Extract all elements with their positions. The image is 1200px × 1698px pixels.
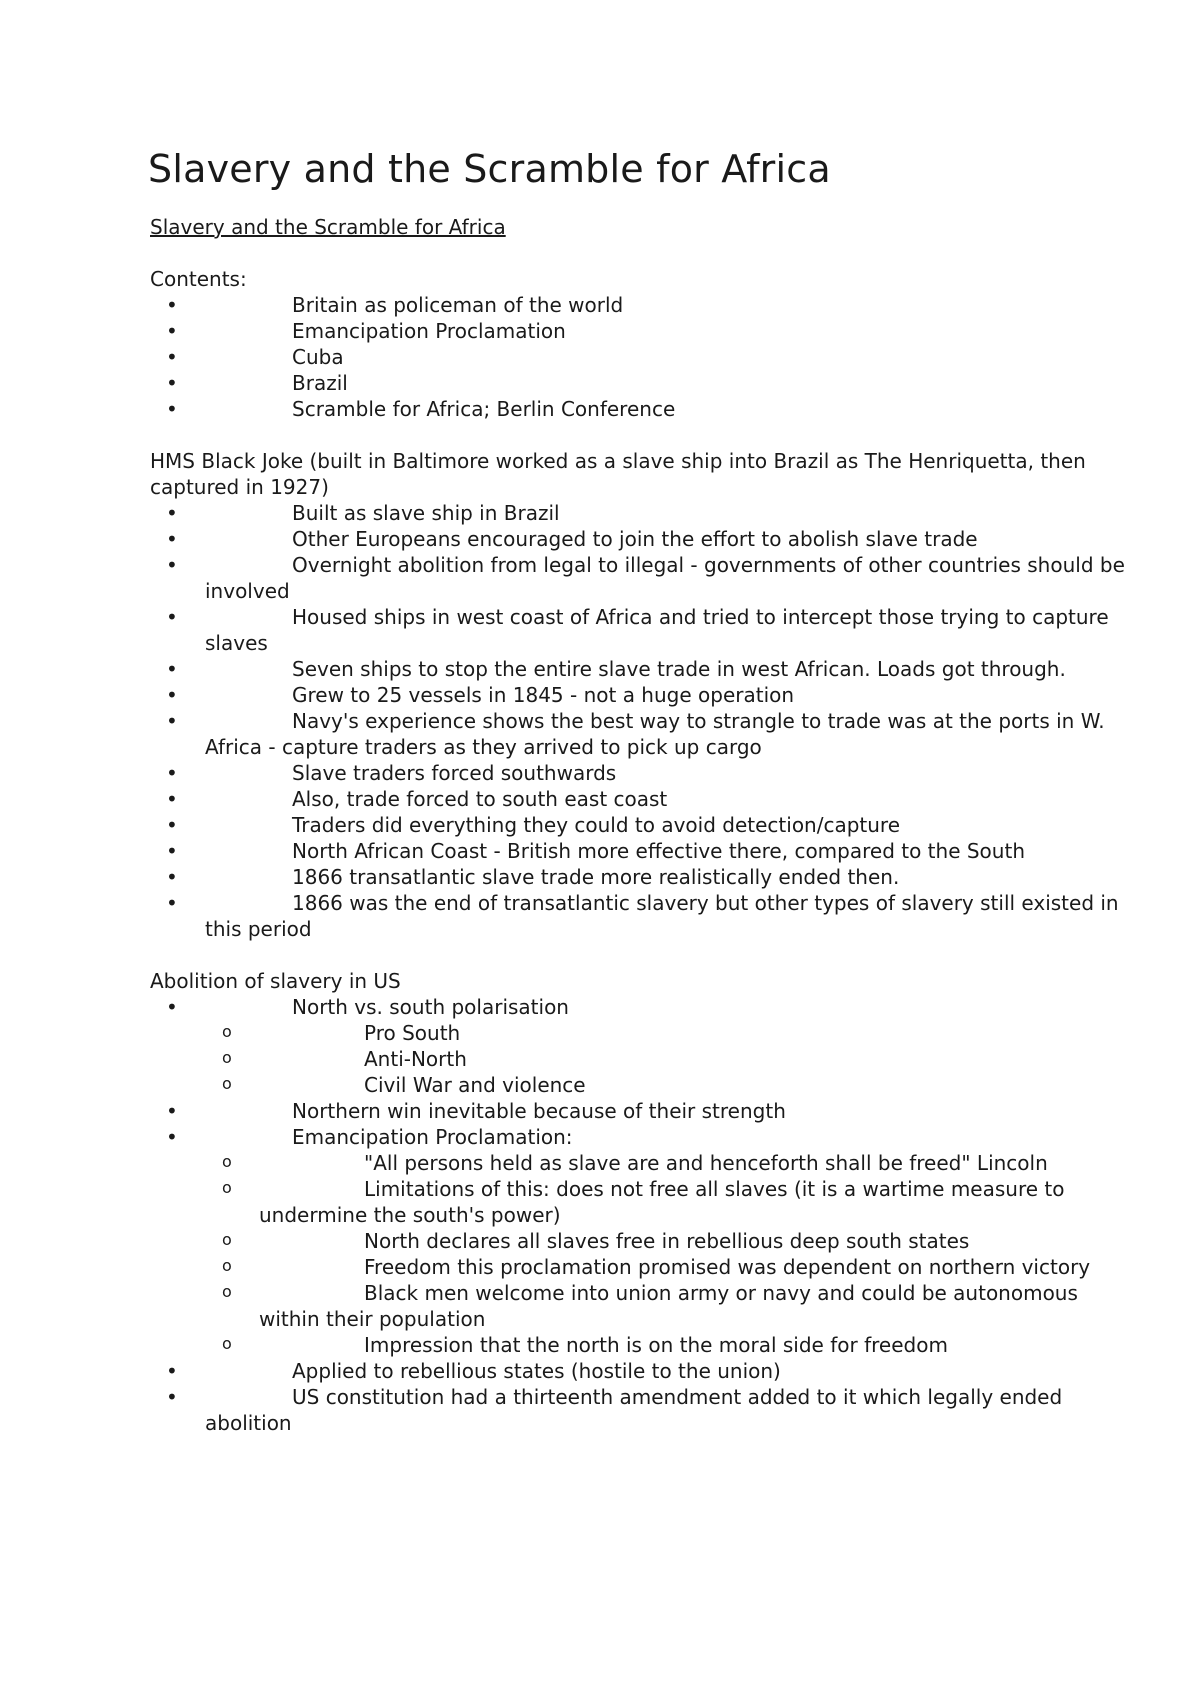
bullet-icon: • xyxy=(166,891,178,915)
sub-bullet-icon: o xyxy=(222,1334,232,1353)
abolition-us-list-cont xyxy=(148,1098,1140,1150)
sub-bullet-icon: o xyxy=(222,1022,232,1041)
list-item-text: Freedom this proclamation promised was dependent on northern victory xyxy=(364,1255,1091,1279)
abolition-us-heading: Abolition of slavery in US xyxy=(150,969,401,993)
sub-list-item xyxy=(148,1072,1140,1098)
list-item xyxy=(148,994,1140,1020)
list-item xyxy=(148,864,1140,890)
sub-bullet-icon: o xyxy=(222,1152,232,1171)
sub-bullet-icon: o xyxy=(222,1230,232,1249)
list-item-text: Built as slave ship in Brazil xyxy=(292,501,560,525)
list-item-text: Seven ships to stop the entire slave trade in west African. Loads got through. xyxy=(292,657,1066,681)
list-item-text: Overnight abolition from legal to illegal - governments of other countries should be involved xyxy=(205,553,1125,603)
list-item-text: 1866 was the end of transatlantic slavery but other types of slavery still existed in this period xyxy=(205,891,1119,941)
bullet-icon: • xyxy=(166,397,178,421)
contents-list xyxy=(148,292,1140,422)
bullet-icon: • xyxy=(166,605,178,629)
bullet-icon: • xyxy=(166,683,178,707)
abolition-us-list-end xyxy=(148,1358,1140,1436)
list-item-text: Slave traders forced southwards xyxy=(292,761,617,785)
bullet-icon: • xyxy=(166,1385,178,1409)
list-item-text: North vs. south polarisation xyxy=(292,995,569,1019)
document-subtitle: Slavery and the Scramble for Africa xyxy=(150,215,506,239)
list-item xyxy=(148,500,1140,526)
bullet-icon: • xyxy=(166,1125,178,1149)
bullet-icon: • xyxy=(166,501,178,525)
emancipation-sublist xyxy=(148,1150,1140,1358)
document-title: Slavery and the Scramble for Africa xyxy=(148,147,831,191)
list-item-text: Housed ships in west coast of Africa and tried to intercept those trying to capture slaves xyxy=(205,605,1109,655)
list-item xyxy=(148,786,1140,812)
bullet-icon: • xyxy=(166,319,178,343)
list-item xyxy=(148,656,1140,682)
sub-list-item xyxy=(148,1020,1140,1046)
bullet-icon: • xyxy=(166,813,178,837)
sub-list-item xyxy=(148,1150,1140,1176)
list-item xyxy=(148,552,1140,604)
list-item xyxy=(148,1098,1140,1124)
list-item-text: Traders did everything they could to avoid detection/capture xyxy=(292,813,901,837)
list-item xyxy=(148,370,1140,396)
list-item xyxy=(148,812,1140,838)
list-item xyxy=(148,1384,1140,1436)
bullet-icon: • xyxy=(166,1099,178,1123)
spacer xyxy=(148,422,1140,448)
contents-heading: Contents: xyxy=(150,267,247,291)
list-item xyxy=(148,708,1140,760)
sub-bullet-icon: o xyxy=(222,1074,232,1093)
sub-list-item xyxy=(148,1228,1140,1254)
list-item-text: Other Europeans encouraged to join the effort to abolish slave trade xyxy=(292,527,978,551)
list-item-text: Also, trade forced to south east coast xyxy=(292,787,668,811)
list-item-text: Emancipation Proclamation: xyxy=(292,1125,573,1149)
list-item-text: Impression that the north is on the moral side for freedom xyxy=(364,1333,948,1357)
list-item-text: Britain as policeman of the world xyxy=(292,293,624,317)
list-item-text: Black men welcome into union army or navy and could be autonomous within their population xyxy=(259,1281,1078,1331)
list-item xyxy=(148,318,1140,344)
list-item-text: US constitution had a thirteenth amendment added to it which legally ended abolition xyxy=(205,1385,1063,1435)
list-item xyxy=(148,604,1140,656)
list-item xyxy=(148,344,1140,370)
list-item-text: Brazil xyxy=(292,371,348,395)
sub-bullet-icon: o xyxy=(222,1048,232,1067)
bullet-icon: • xyxy=(166,657,178,681)
bullet-icon: • xyxy=(166,371,178,395)
sub-list-item xyxy=(148,1046,1140,1072)
list-item xyxy=(148,760,1140,786)
sub-bullet-icon: o xyxy=(222,1282,232,1301)
sub-list-item xyxy=(148,1176,1140,1228)
sub-bullet-icon: o xyxy=(222,1178,232,1197)
list-item-text: Navy's experience shows the best way to strangle to trade was at the ports in W. Africa - capture traders as they arrived to pick up cargo xyxy=(205,709,1105,759)
list-item-text: Pro South xyxy=(364,1021,461,1045)
bullet-icon: • xyxy=(166,787,178,811)
list-item-text: North African Coast - British more effective there, compared to the South xyxy=(292,839,1025,863)
list-item-text: Northern win inevitable because of their strength xyxy=(292,1099,786,1123)
bullet-icon: • xyxy=(166,1359,178,1383)
list-item xyxy=(148,292,1140,318)
list-item xyxy=(148,838,1140,864)
bullet-icon: • xyxy=(166,293,178,317)
list-item-text: Scramble for Africa; Berlin Conference xyxy=(292,397,676,421)
list-item xyxy=(148,682,1140,708)
list-item-text: Applied to rebellious states (hostile to the union) xyxy=(292,1359,781,1383)
bullet-icon: • xyxy=(166,527,178,551)
sub-list-item xyxy=(148,1332,1140,1358)
list-item xyxy=(148,396,1140,422)
list-item-text: Grew to 25 vessels in 1845 - not a huge operation xyxy=(292,683,795,707)
polarisation-sublist xyxy=(148,1020,1140,1098)
list-item-text: 1866 transatlantic slave trade more realistically ended then. xyxy=(292,865,900,889)
bullet-icon: • xyxy=(166,761,178,785)
bullet-icon: • xyxy=(166,553,178,577)
hms-black-joke-heading: HMS Black Joke (built in Baltimore worked as a slave ship into Brazil as The Henriquetta, then captured in 1927) xyxy=(150,449,1086,499)
list-item xyxy=(148,1124,1140,1150)
hms-black-joke-list xyxy=(148,500,1140,942)
spacer xyxy=(148,240,1140,266)
bullet-icon: • xyxy=(166,709,178,733)
list-item xyxy=(148,890,1140,942)
bullet-icon: • xyxy=(166,345,178,369)
list-item xyxy=(148,1358,1140,1384)
sub-list-item xyxy=(148,1280,1140,1332)
list-item-text: Cuba xyxy=(292,345,344,369)
sub-bullet-icon: o xyxy=(222,1256,232,1275)
list-item-text: Limitations of this: does not free all slaves (it is a wartime measure to undermine the south's power) xyxy=(259,1177,1065,1227)
abolition-us-list xyxy=(148,994,1140,1020)
bullet-icon: • xyxy=(166,865,178,889)
list-item-text: "All persons held as slave are and henceforth shall be freed" Lincoln xyxy=(364,1151,1048,1175)
list-item-text: North declares all slaves free in rebellious deep south states xyxy=(364,1229,970,1253)
list-item-text: Emancipation Proclamation xyxy=(292,319,566,343)
spacer xyxy=(148,942,1140,968)
list-item-text: Civil War and violence xyxy=(364,1073,586,1097)
list-item xyxy=(148,526,1140,552)
bullet-icon: • xyxy=(166,995,178,1019)
list-item-text: Anti-North xyxy=(364,1047,467,1071)
sub-list-item xyxy=(148,1254,1140,1280)
bullet-icon: • xyxy=(166,839,178,863)
